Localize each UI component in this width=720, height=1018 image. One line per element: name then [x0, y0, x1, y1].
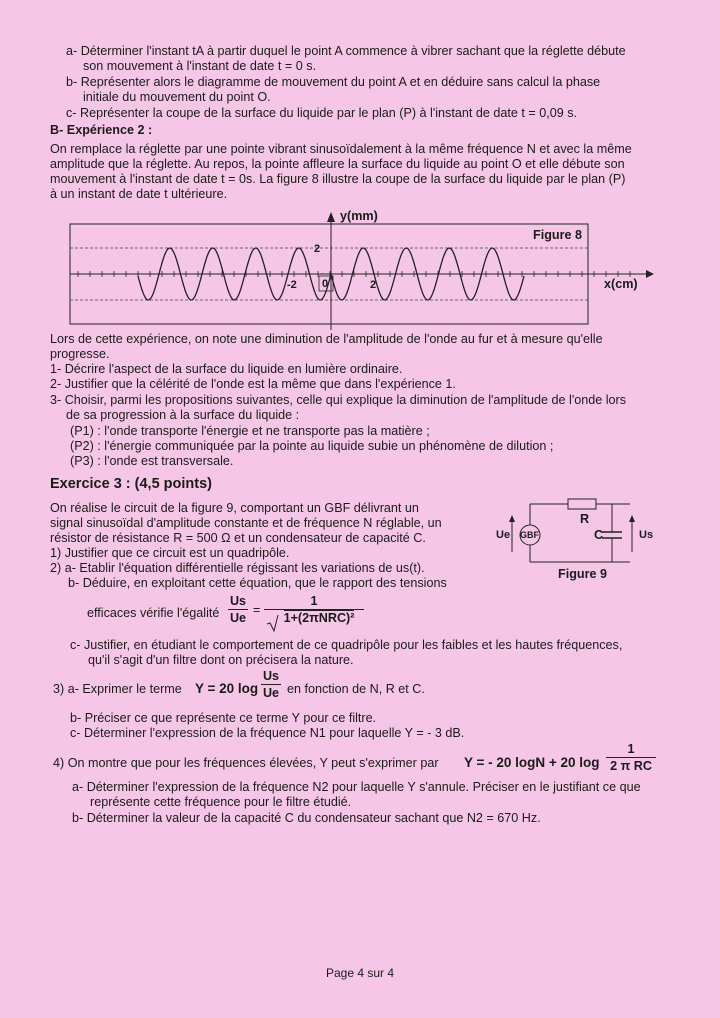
question-3-line2: de sa progression à la surface du liquide :	[66, 408, 300, 422]
observation-line1: Lors de cette expérience, on note une diminution de l'amplitude de l'onde au fur et à mesure qu'elle	[50, 332, 603, 346]
ex3-question-3a-equation: Y = 20 log	[195, 681, 259, 696]
question-1: 1- Décrire l'aspect de la surface du liquide en lumière ordinaire.	[50, 362, 403, 376]
resistor-label: R	[580, 512, 590, 526]
ex3-question-2b-line2: efficaces vérifie l'égalité	[87, 606, 220, 620]
q3-fraction-bar	[261, 684, 281, 685]
ex3-question-1: 1) Justifier que ce circuit est un quadripôle.	[50, 546, 290, 560]
sqrt-symbol	[266, 614, 280, 632]
us-arrow-head	[629, 515, 635, 522]
ex3-question-4a-line2: représente cette fréquence pour le filtre étudié.	[90, 795, 352, 809]
capacitor-label: C	[594, 528, 604, 542]
exp2-paragraph-line1: On remplace la réglette par une pointe vibrant sinusoïdalement à la même fréquence N et avec la même	[50, 142, 632, 156]
ex3-question-2c-line2: qu'il s'agit d'un filtre dont on précisera la nature.	[88, 653, 354, 667]
fraction-bar	[228, 609, 248, 610]
q4-denominator: 2 π RC	[610, 759, 652, 773]
ex3-question-2a: 2) a- Etablir l'équation différentielle régissant les variations de us(t).	[50, 561, 425, 575]
ex3-question-4: 4) On montre que pour les fréquences élevées, Y peut s'exprimer par	[53, 756, 439, 770]
exp2-paragraph-line4: à un instant de date t ultérieure.	[50, 187, 228, 201]
q4-numerator: 1	[627, 742, 635, 756]
fraction-1-2pirc	[606, 742, 656, 773]
ex3-question-4b: b- Déterminer la valeur de la capacité C du condensateur sachant que N2 = 670 Hz.	[72, 811, 541, 825]
exercise3-title: Exercice 3 : (4,5 points)	[50, 476, 212, 492]
proposition-p3: (P3) : l'onde est transversale.	[70, 454, 234, 468]
ex3-question-4-equation: Y = - 20 logN + 20 log	[464, 755, 600, 770]
tick-label-x2: 2	[370, 279, 377, 291]
us-label: Us	[639, 529, 654, 541]
figure9-caption: Figure 9	[558, 567, 607, 581]
ex3-intro-line3: résistor de résistance R = 500 Ω et un condensateur de capacité C.	[50, 531, 426, 545]
question-a-line1: a- Déterminer l'instant tA à partir duquel le point A commence à vibrer sachant que la réglette débute	[66, 44, 626, 58]
ex3-question-3c: c- Déterminer l'expression de la fréquence N1 pour laquelle Y = - 3 dB.	[70, 726, 465, 740]
exp2-paragraph-line2: amplitude que la réglette. Au repos, la pointe affleure la surface du liquide au point O et elle débute son	[50, 157, 625, 171]
y-axis-label: y(mm)	[340, 209, 378, 223]
fraction-numerator-one: 1	[310, 594, 318, 608]
ue-arrow-head	[509, 515, 515, 522]
fraction-denominator-ue: Ue	[229, 611, 247, 625]
figure8-caption: Figure 8	[533, 228, 582, 242]
fraction-numerator-us: Us	[229, 594, 247, 608]
fraction-us-ue-q3	[261, 669, 281, 700]
q3-numerator: Us	[262, 669, 280, 683]
resistor	[568, 499, 596, 509]
ex3-intro-line1: On réalise le circuit de la figure 9, comportant un GBF délivrant un	[50, 501, 419, 515]
q4-fraction-bar	[606, 757, 656, 758]
q3-denominator: Ue	[262, 686, 280, 700]
question-b-line1: b- Représenter alors le diagramme de mouvement du point A et en déduire sans calcul la phase	[66, 75, 601, 89]
proposition-p2: (P2) : l'énergie communiquée par la pointe au liquide subie un phénomène de dilution ;	[70, 439, 554, 453]
exp2-paragraph-line3: mouvement à l'instant de date t = 0s. La figure 8 illustre la coupe de la surface du liquide par le plan (P)	[50, 172, 626, 186]
experience2-heading: B- Expérience 2 :	[50, 123, 153, 137]
ex3-question-2c-line1: c- Justifier, en étudiant le comportement de ce quadripôle pour les faibles et les hautes fréquences,	[70, 638, 623, 652]
tick-label-minus2: -2	[287, 279, 297, 291]
question-a-line2: son mouvement à l'instant de date t = 0 s.	[83, 59, 317, 73]
page-footer: Page 4 sur 4	[325, 966, 395, 980]
ex3-intro-line2: signal sinusoïdal d'amplitude constante et de fréquence N réglable, un	[50, 516, 442, 530]
proposition-p1: (P1) : l'onde transporte l'énergie et ne transporte pas la matière ;	[70, 424, 430, 438]
question-2: 2- Justifier que la célérité de l'onde est la même que dans l'expérience 1.	[50, 377, 456, 391]
observation-line2: progresse.	[50, 347, 110, 361]
ex3-question-3b: b- Préciser ce que représente ce terme Y pour ce filtre.	[70, 711, 377, 725]
fraction-us-ue	[228, 594, 248, 625]
ex3-question-2b: b- Déduire, en exploitant cette équation, que le rapport des tensions	[68, 576, 447, 590]
ue-label: Ue	[496, 529, 511, 541]
question-c-line1: c- Représenter la coupe de la surface du liquide par le plan (P) à l'instant de date t = 0,09 s.	[66, 106, 578, 120]
tick-label-0: 0	[322, 278, 329, 290]
ex3-question-3a-label: 3) a- Exprimer le terme	[53, 682, 182, 696]
equals-sign: =	[253, 603, 261, 617]
root-radicand: 1+(2πNRC)²	[283, 611, 355, 625]
y-axis-arrow	[327, 212, 335, 222]
gbf-label: GBF	[520, 530, 539, 540]
x-axis-label: x(cm)	[604, 277, 638, 291]
ex3-question-4a-line1: a- Déterminer l'expression de la fréquence N2 pour laquelle Y s'annule. Préciser en le justifiant ce que	[72, 780, 641, 794]
x-axis-arrow	[646, 270, 654, 278]
question-b-line2: initiale du mouvement du point O.	[83, 90, 271, 104]
tick-label-y2: 2	[314, 243, 321, 255]
question-3-line1: 3- Choisir, parmi les propositions suivantes, celle qui explique la diminution de l'amplitude de l'onde lors	[50, 393, 627, 407]
ex3-question-3a-end: en fonction de N, R et C.	[287, 682, 425, 696]
